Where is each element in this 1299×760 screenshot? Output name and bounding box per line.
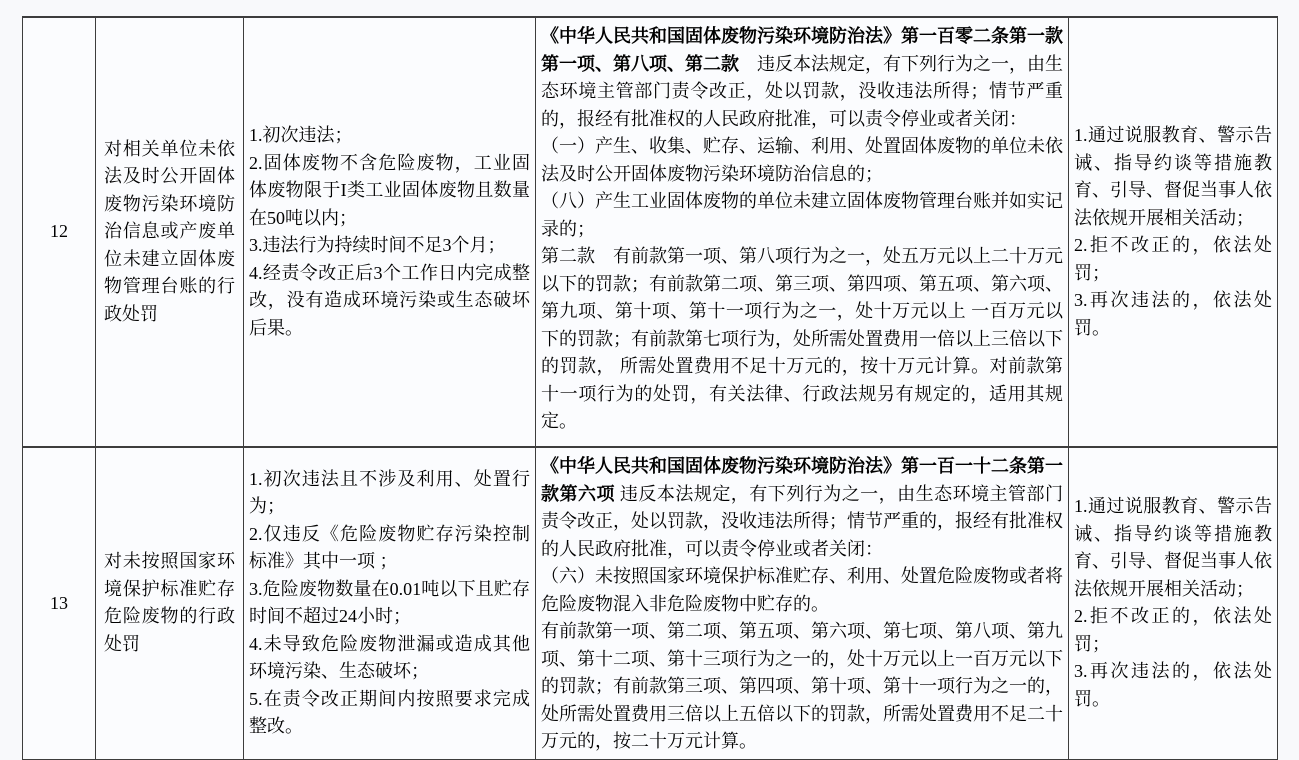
legal-basis-paragraph: （六）未按照国家环境保护标准贮存、利用、处置危险废物或者将危险废物混入非危险废物中贮存的。 bbox=[541, 566, 1063, 614]
legal-basis-lead-paragraph bbox=[541, 23, 1063, 133]
legal-basis-lead-paragraph bbox=[541, 453, 1063, 563]
table-row bbox=[23, 447, 1278, 760]
circumstance-item: 1.初次违法； bbox=[249, 125, 353, 145]
row-number-cell bbox=[23, 447, 96, 760]
circumstance-item: 2.固体废物不含危险废物，工业固体废物限于I类工业固体废物且数量在50吨以内； bbox=[249, 152, 530, 228]
measure-item: 1.通过说服教育、警示告诫、指导约谈等措施教育、引导、督促当事人依法依规开展相关活动； bbox=[1074, 496, 1272, 599]
circumstance-item: 5.在责令改正期间内按照要求完成整改。 bbox=[249, 688, 530, 737]
row-number-cell bbox=[23, 17, 96, 447]
circumstances-cell bbox=[244, 17, 536, 447]
legal-basis-paragraph: （八）产生工业固体废物的单位未建立固体废物管理台账并如实记录的； bbox=[541, 191, 1063, 239]
legal-basis-cell bbox=[536, 17, 1069, 447]
circumstance-item: 1.初次违法且不涉及利用、处置行为； bbox=[249, 468, 530, 517]
law-citation: 《中华人民共和国固体废物污染环境防治法》第一百一十二条第一款第六项 bbox=[541, 456, 1063, 504]
law-intro-text: 违反本法规定，有下列行为之一，由生态环境主管部门责令改正，处以罚款，没收违法所得；情节严重的，报经有批准权的人民政府批准，可以责令停业或者关闭： bbox=[541, 483, 1064, 559]
measure-item: 3.再次违法的，依法处罚。 bbox=[1074, 661, 1272, 709]
circumstances-cell bbox=[244, 447, 536, 760]
measure-item: 3.再次违法的，依法处罚。 bbox=[1074, 290, 1272, 338]
violation-text: 对未按照国家环境保护标准贮存危险废物的行政处罚 bbox=[104, 551, 235, 654]
measures-cell bbox=[1069, 447, 1278, 760]
circumstance-item: 3.危险废物数量在0.01吨以下且贮存时间不超过24小时； bbox=[249, 578, 530, 627]
measure-item: 2.拒不改正的，依法处罚； bbox=[1074, 606, 1272, 654]
violation-cell bbox=[96, 17, 244, 447]
law-intro-text: 违反本法规定，有下列行为之一，由生态环境主管部门责令改正，处以罚款，没收违法所得；情节严重的，报经有批准权的人民政府批准，可以责令停业或者关闭： bbox=[541, 53, 1063, 129]
legal-basis-paragraph: （一）产生、收集、贮存、运输、利用、处置固体废物的单位未依法及时公开固体废物污染环境防治信息的； bbox=[541, 136, 1063, 184]
row-number: 13 bbox=[50, 592, 68, 613]
legal-basis-cell bbox=[536, 447, 1069, 760]
violation-text: 对相关单位未依法及时公开固体废物污染环境防治信息或产废单位未建立固体废物管理台账的行政处罚 bbox=[104, 138, 235, 324]
table-row bbox=[23, 17, 1278, 447]
circumstance-item: 3.违法行为持续时间不足3个月； bbox=[249, 235, 506, 255]
row-number: 12 bbox=[50, 221, 68, 242]
violation-cell bbox=[96, 447, 244, 760]
law-citation: 《中华人民共和国固体废物污染环境防治法》第一百零二条第一款第一项、第八项、第二款 bbox=[541, 26, 1063, 74]
measure-item: 2.拒不改正的，依法处罚； bbox=[1074, 235, 1272, 283]
circumstance-item: 2.仅违反《危险废物贮存污染控制标准》其中一项 ； bbox=[249, 523, 530, 572]
measure-item: 1.通过说服教育、警示告诫、指导约谈等措施教育、引导、督促当事人依法依规开展相关活动； bbox=[1074, 125, 1272, 228]
legal-basis-paragraph: 有前款第一项、第二项、第五项、第六项、第七项、第八项、第九项、第十二项、第十三项行为之一的，处十万元以上一百万元以下的罚款；有前款第三项、第四项、第十项、第十一项行为之一的，处所需处置费用三倍以上五倍以下的罚款，所需处置费用不足二十万元的，按二十万元计算。 bbox=[541, 621, 1063, 751]
legal-basis-paragraph: 第二款 有前款第一项、第八项行为之一，处五万元以上二十万元以下的罚款；有前款第二项、第三项、第四项、第五项、第六项、第九项、第十项、第十一项行为之一，处十万元以上 一百万元以下的罚款；有前款第七项行为，处所需处置费用一倍以上三倍以下的罚款， 所需处置费用不足十万元的，按十万元计算。对前款第十一项行为的处罚，有关法律、行政法规另有规定的，适用其规定。 bbox=[541, 246, 1063, 431]
penalty-rules-table bbox=[22, 16, 1278, 760]
circumstance-item: 4.未导致危险废物泄漏或造成其他环境污染、生态破坏； bbox=[249, 633, 530, 682]
circumstance-item: 4.经责令改正后3个工作日内完成整改，没有造成环境污染或生态破坏后果。 bbox=[249, 262, 530, 338]
measures-cell bbox=[1069, 17, 1278, 447]
